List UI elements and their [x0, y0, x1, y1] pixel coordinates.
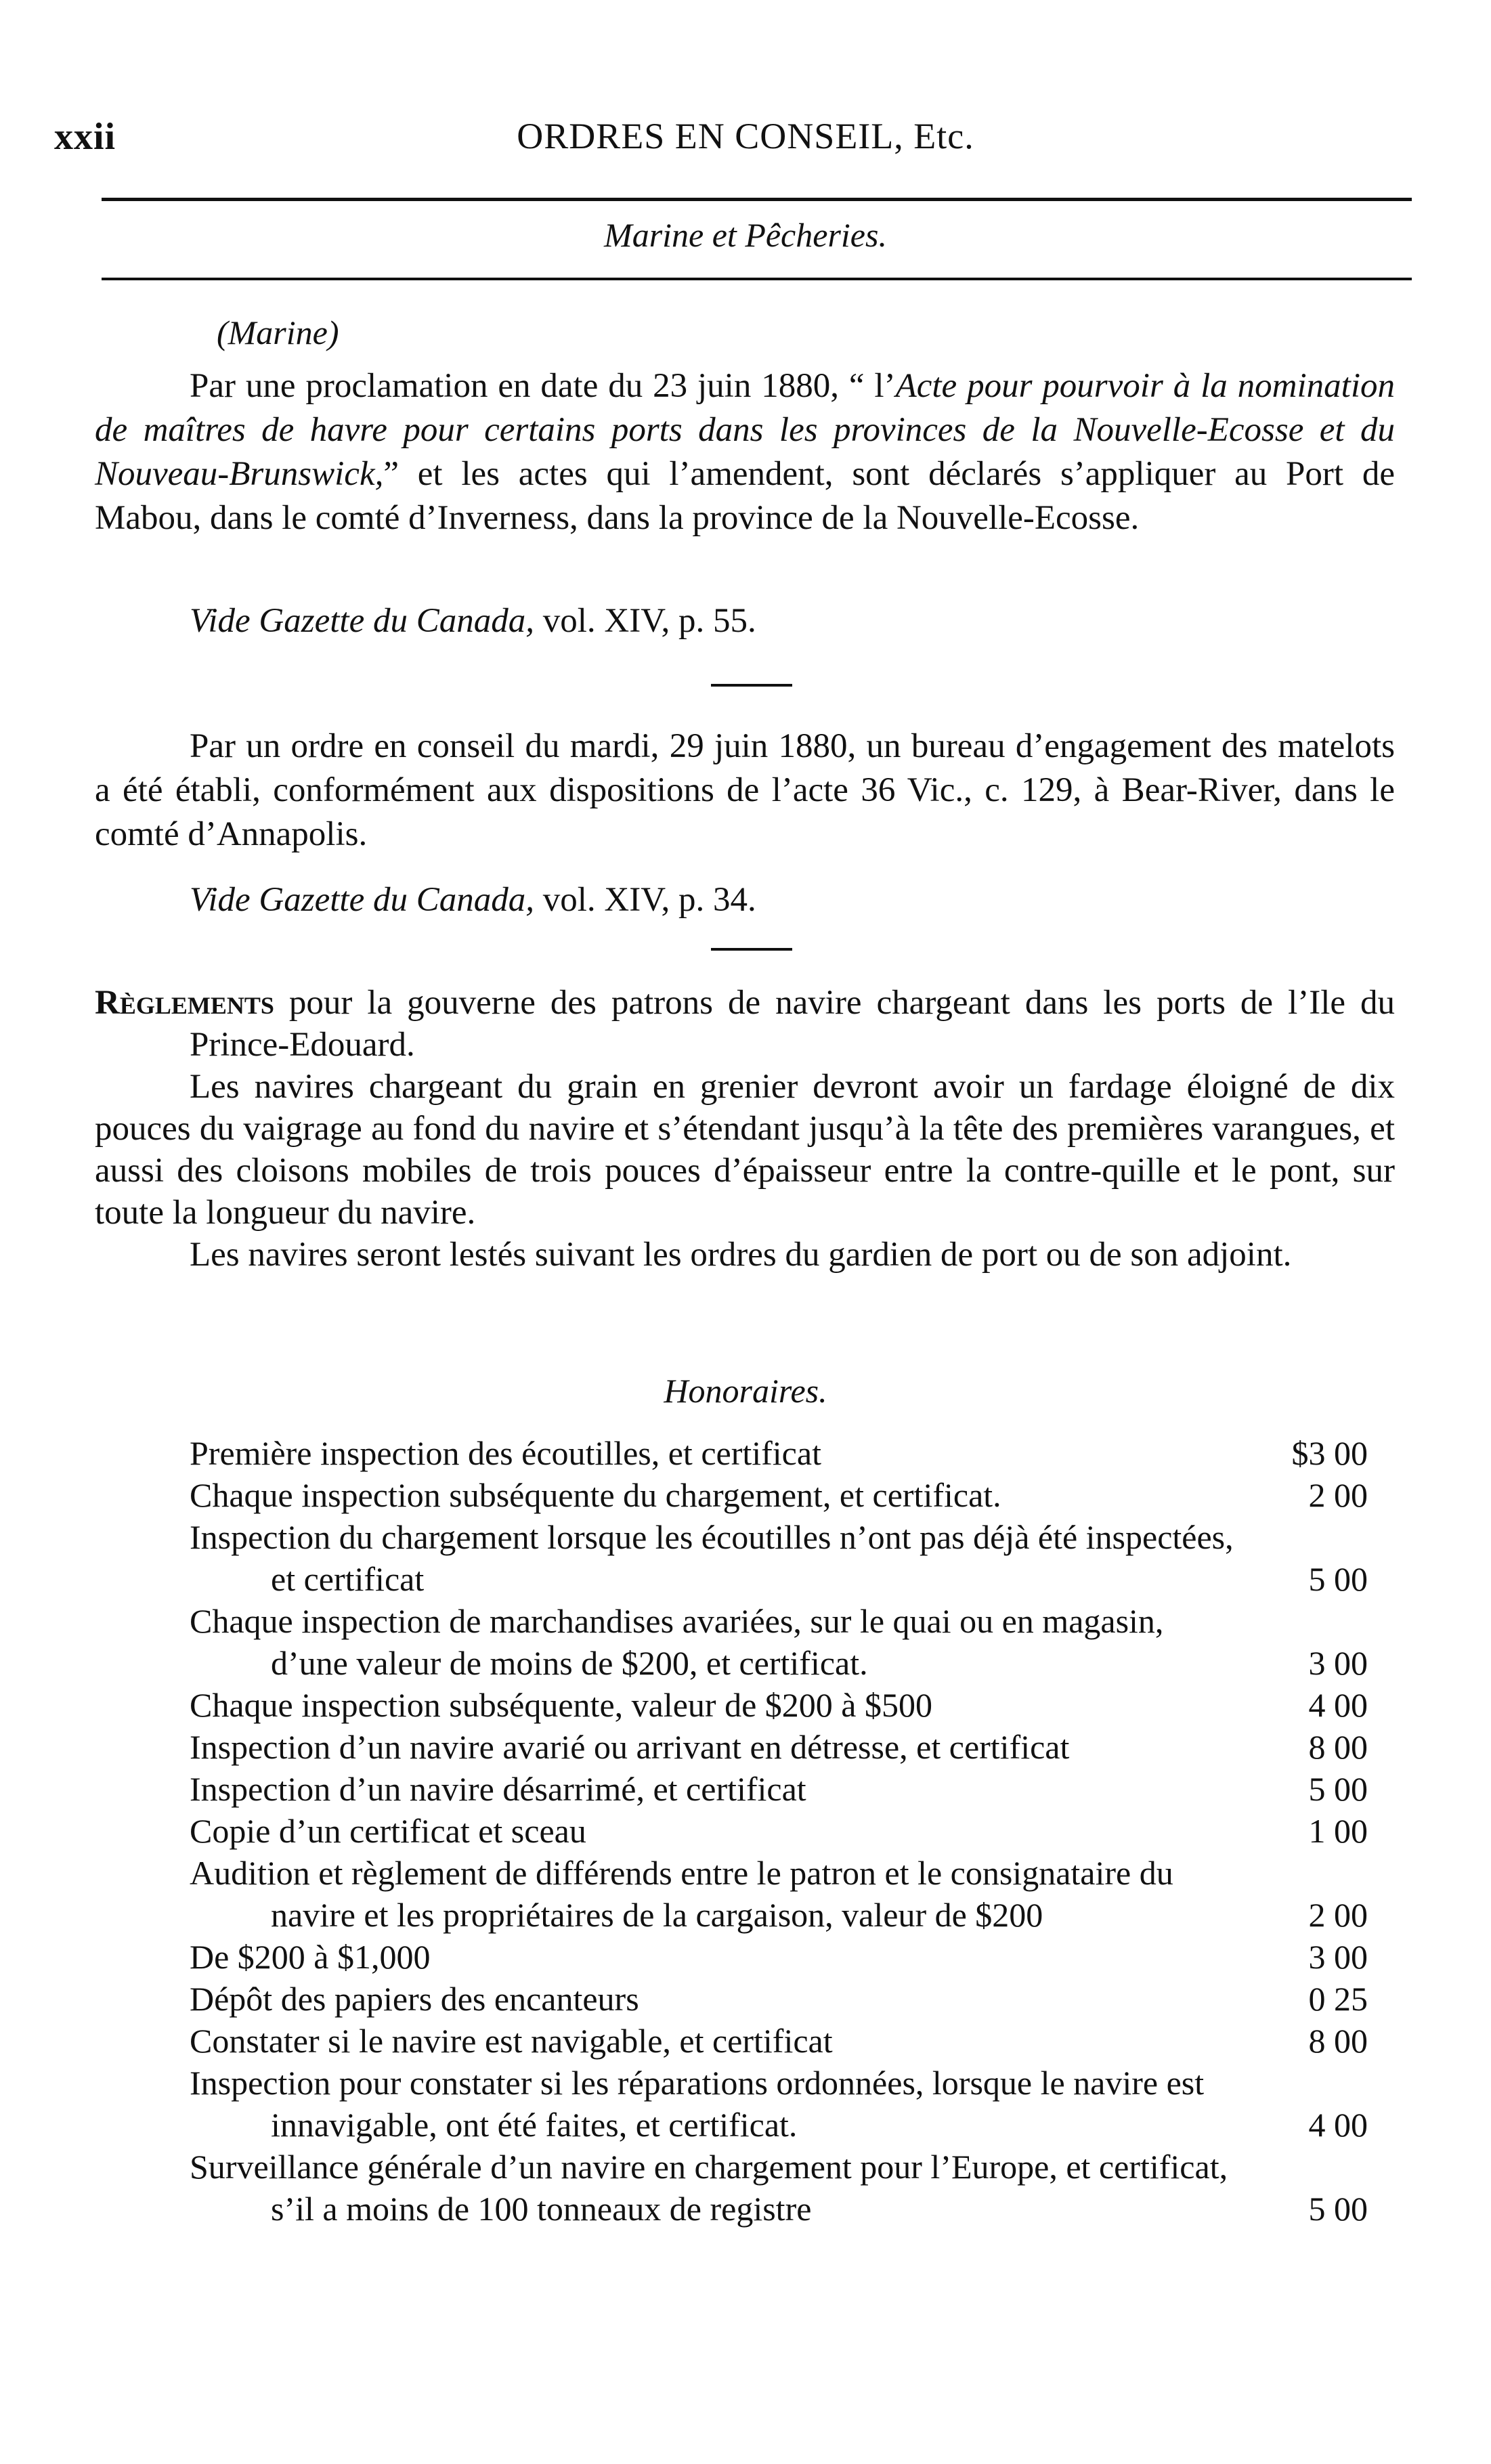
separator-rule — [711, 948, 792, 951]
ordre-citation — [190, 880, 756, 920]
fee-description: Inspection d’un navire avarié ou arrivant en détresse, et certificat — [190, 1728, 1070, 1766]
fee-description: Chaque inspection de marchandises avariées, sur le quai ou en magasin, d’une valeur de moins de $200, et certificat. — [190, 1602, 1164, 1682]
section-title: Marine et Pêcheries. — [604, 216, 887, 254]
fee-amount: 3 00 — [1308, 1644, 1368, 1682]
fees-title: Honoraires. — [664, 1372, 827, 1410]
fee-row — [190, 1516, 1368, 1600]
fee-description: Chaque inspection subséquente du chargement, et certificat. — [190, 1476, 1001, 1514]
reglements-paragraph: Les navires chargeant du grain en grenier devront avoir un fardage éloigné de dix pouces du vaigrage au fond du navire et s’étendant jusqu’à la tête des premières varangues, et aussi des cloisons mobiles de trois pouces d’épaisseur entre la contre-quille et le pont, sur toute la longueur du navire. — [95, 1068, 1395, 1232]
fee-description: De $200 à $1,000 — [190, 1938, 431, 1976]
fee-description: Inspection du chargement lorsque les écoutilles n’ont pas déjà été inspectées, et certificat — [190, 1518, 1234, 1598]
fee-row — [190, 1432, 1368, 1474]
citation-reference: vol. XIV, p. 55. — [534, 602, 756, 640]
fee-row — [190, 1936, 1368, 1978]
fee-amount: 5 00 — [1308, 2190, 1368, 2228]
fee-row — [190, 1726, 1368, 1768]
section-rule — [102, 278, 1412, 280]
reglements-section — [95, 982, 1395, 1276]
separator-rule — [711, 684, 792, 687]
subsection-title: (Marine) — [217, 314, 339, 351]
fee-amount: 2 00 — [1308, 1896, 1368, 1934]
reglements-lead-word: Règlements — [95, 984, 274, 1022]
fee-row — [190, 1978, 1368, 2020]
ordre-paragraph: Par un ordre en conseil du mardi, 29 juin 1880, un bureau d’engagement des matelots a été établi, conformément aux dispositions de l’acte 36 Vic., c. 129, à Bear-River, dans le comté d’Annapolis. — [95, 727, 1395, 853]
citation-reference: vol. XIV, p. 34. — [534, 881, 756, 919]
fee-amount: 3 00 — [1308, 1938, 1368, 1976]
fee-description: Audition et règlement de différends entre le patron et le consignataire du navire et les propriétaires de la cargaison, valeur de $200 — [190, 1854, 1173, 1934]
fee-description: Dépôt des papiers des encanteurs — [190, 1980, 639, 2018]
fee-row — [190, 1684, 1368, 1726]
fee-amount: 4 00 — [1308, 2106, 1368, 2144]
fee-row — [190, 1768, 1368, 1810]
running-title: ORDRES EN CONSEIL, Etc. — [517, 116, 974, 156]
reglements-heading-text: pour la gouverne des patrons de navire chargeant dans les ports de l’Ile du Prince-Edouard. — [190, 984, 1395, 1064]
fee-description: Copie d’un certificat et sceau — [190, 1812, 586, 1850]
fee-description: Chaque inspection subséquente, valeur de $200 à $500 — [190, 1686, 932, 1724]
page-number: xxii — [54, 116, 116, 158]
header-rule — [102, 198, 1412, 201]
fee-description: Inspection d’un navire désarrimé, et certificat — [190, 1770, 806, 1808]
proclamation-paragraph — [95, 364, 1395, 540]
fee-description: Inspection pour constater si les réparations ordonnées, lorsque le navire est innavigable, ont été faites, et certificat. — [190, 2064, 1205, 2144]
fee-description: Surveillance générale d’un navire en chargement pour l’Europe, et certificat, s’il a moins de 100 tonneaux de registre — [190, 2148, 1228, 2228]
reglements-paragraph: Les navires seront lestés suivant les ordres du gardien de port ou de son adjoint. — [190, 1236, 1292, 1274]
act-title: Acte pour pourvoir à la nomination de maîtres de havre pour certains ports dans les provinces de la Nouvelle-Ecosse et du Nouveau-Brunswick, — [95, 367, 1395, 493]
reglements-heading — [95, 982, 1395, 1066]
fee-amount: 4 00 — [1308, 1686, 1368, 1724]
fee-description: Première inspection des écoutilles, et certificat — [190, 1434, 821, 1472]
fee-amount: 5 00 — [1308, 1560, 1368, 1598]
fee-row — [190, 1852, 1368, 1936]
fee-row — [190, 2146, 1368, 2230]
proclamation-citation — [190, 601, 756, 641]
fee-row — [190, 2062, 1368, 2146]
proclamation-text-after: ” et les actes qui l’amendent, sont déclarés s’appliquer au Port de Mabou, dans le comté d’Inverness, dans la province de la Nouvelle-Ecosse. — [95, 455, 1395, 537]
fee-amount: 8 00 — [1308, 1728, 1368, 1766]
proclamation-text-before: Par une proclamation en date du 23 juin 1880, “ l’ — [190, 367, 896, 405]
fee-amount: 0 25 — [1308, 1980, 1368, 2018]
fee-amount: $3 00 — [1291, 1434, 1368, 1472]
fee-row — [190, 1600, 1368, 1684]
fee-amount: 5 00 — [1308, 1770, 1368, 1808]
fee-amount: 1 00 — [1308, 1812, 1368, 1850]
fee-amount: 8 00 — [1308, 2022, 1368, 2060]
fee-row — [190, 1810, 1368, 1852]
page-header — [54, 115, 1437, 169]
citation-source: Vide Gazette du Canada, — [190, 881, 534, 919]
fee-row — [190, 2020, 1368, 2062]
fee-description: Constater si le navire est navigable, et certificat — [190, 2022, 833, 2060]
fees-table — [190, 1432, 1368, 2230]
fee-row — [190, 1474, 1368, 1516]
fee-amount: 2 00 — [1308, 1476, 1368, 1514]
citation-source: Vide Gazette du Canada, — [190, 602, 534, 640]
